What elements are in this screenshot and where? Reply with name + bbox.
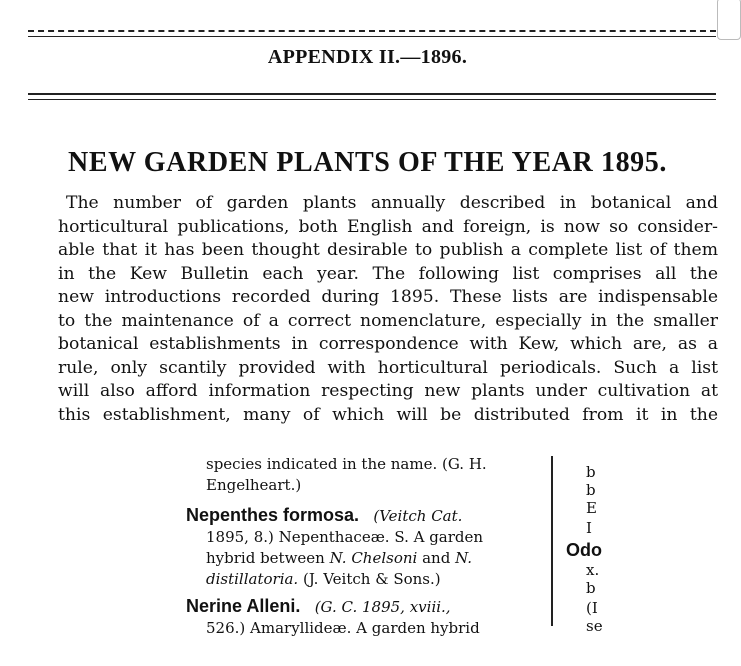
paragraph-line: in the Kew Bulletin each year. The following list comprises all the [58, 263, 718, 284]
entry-reference: (G. C. 1895, xviii., [314, 598, 451, 616]
paragraph-line: botanical establishments in correspondence with Kew, which are, as a [58, 334, 718, 354]
paragraph-line: this establishment, many of which will be distributed from it in the [58, 404, 718, 425]
article-paragraph [58, 192, 718, 427]
species-name: distillatoria. [206, 570, 299, 588]
article-paragraph-clip [0, 190, 735, 425]
paragraph-line: horticultural publications, both English and foreign, is now so consider- [58, 216, 718, 237]
fragment: I [586, 519, 592, 537]
entry-reference: (Veitch Cat. [373, 507, 463, 525]
column-divider [551, 456, 553, 626]
paragraph-line: will also afford information respecting new plants under cultivation at [58, 381, 718, 401]
column-line: Engelheart.) [206, 476, 302, 494]
entry-nerine [186, 596, 451, 618]
rule-under-appendix [28, 93, 716, 100]
fragment: (I [586, 599, 598, 617]
species-name: N. [455, 549, 473, 567]
right-column-fragment [560, 452, 603, 635]
paragraph-line: able that it has been thought desirable to publish a complete list of them [58, 240, 718, 260]
line-text: and [422, 549, 451, 567]
fragment-headword: Odo [566, 540, 602, 560]
entry-headword: Nerine Alleni. [186, 596, 301, 616]
fragment: b [586, 481, 596, 499]
entry-headword: Nepenthes formosa. [186, 505, 360, 525]
column-line: species indicated in the name. (G. H. [206, 455, 487, 473]
paragraph-line: rule, only scantily provided with horticultural periodicals. Such a list [58, 357, 718, 378]
article-title: NEW GARDEN PLANTS OF THE YEAR 1895. [68, 147, 667, 178]
appendix-title: APPENDIX II.—1896. [267, 46, 468, 68]
column-line: 1895, 8.) Nepenthaceæ. S. A garden [206, 528, 484, 546]
paragraph-line: new introductions recorded during 1895. These lists are indispensable [58, 287, 718, 307]
fragment: se [586, 617, 603, 635]
line-text: hybrid between [206, 549, 325, 567]
species-name: N. Chelsoni [329, 549, 418, 567]
column-line [206, 548, 472, 569]
column-line: 526.) Amaryllideæ. A garden hybrid [206, 619, 480, 637]
entry-nepenthes [186, 505, 462, 527]
paragraph-line: to the maintenance of a correct nomenclature, especially in the smaller [58, 310, 718, 331]
fragment: b [586, 579, 596, 597]
column-line [206, 569, 441, 590]
fragment: x. [586, 561, 600, 579]
fragment: b [586, 463, 596, 481]
column-fragment [180, 452, 540, 637]
paragraph-line: The number of garden plants annually described in botanical and [66, 193, 718, 213]
line-text: (J. Veitch & Sons.) [302, 570, 441, 588]
fragment: E [586, 499, 597, 517]
top-rule [28, 30, 716, 37]
page-corner-frame [717, 0, 741, 40]
